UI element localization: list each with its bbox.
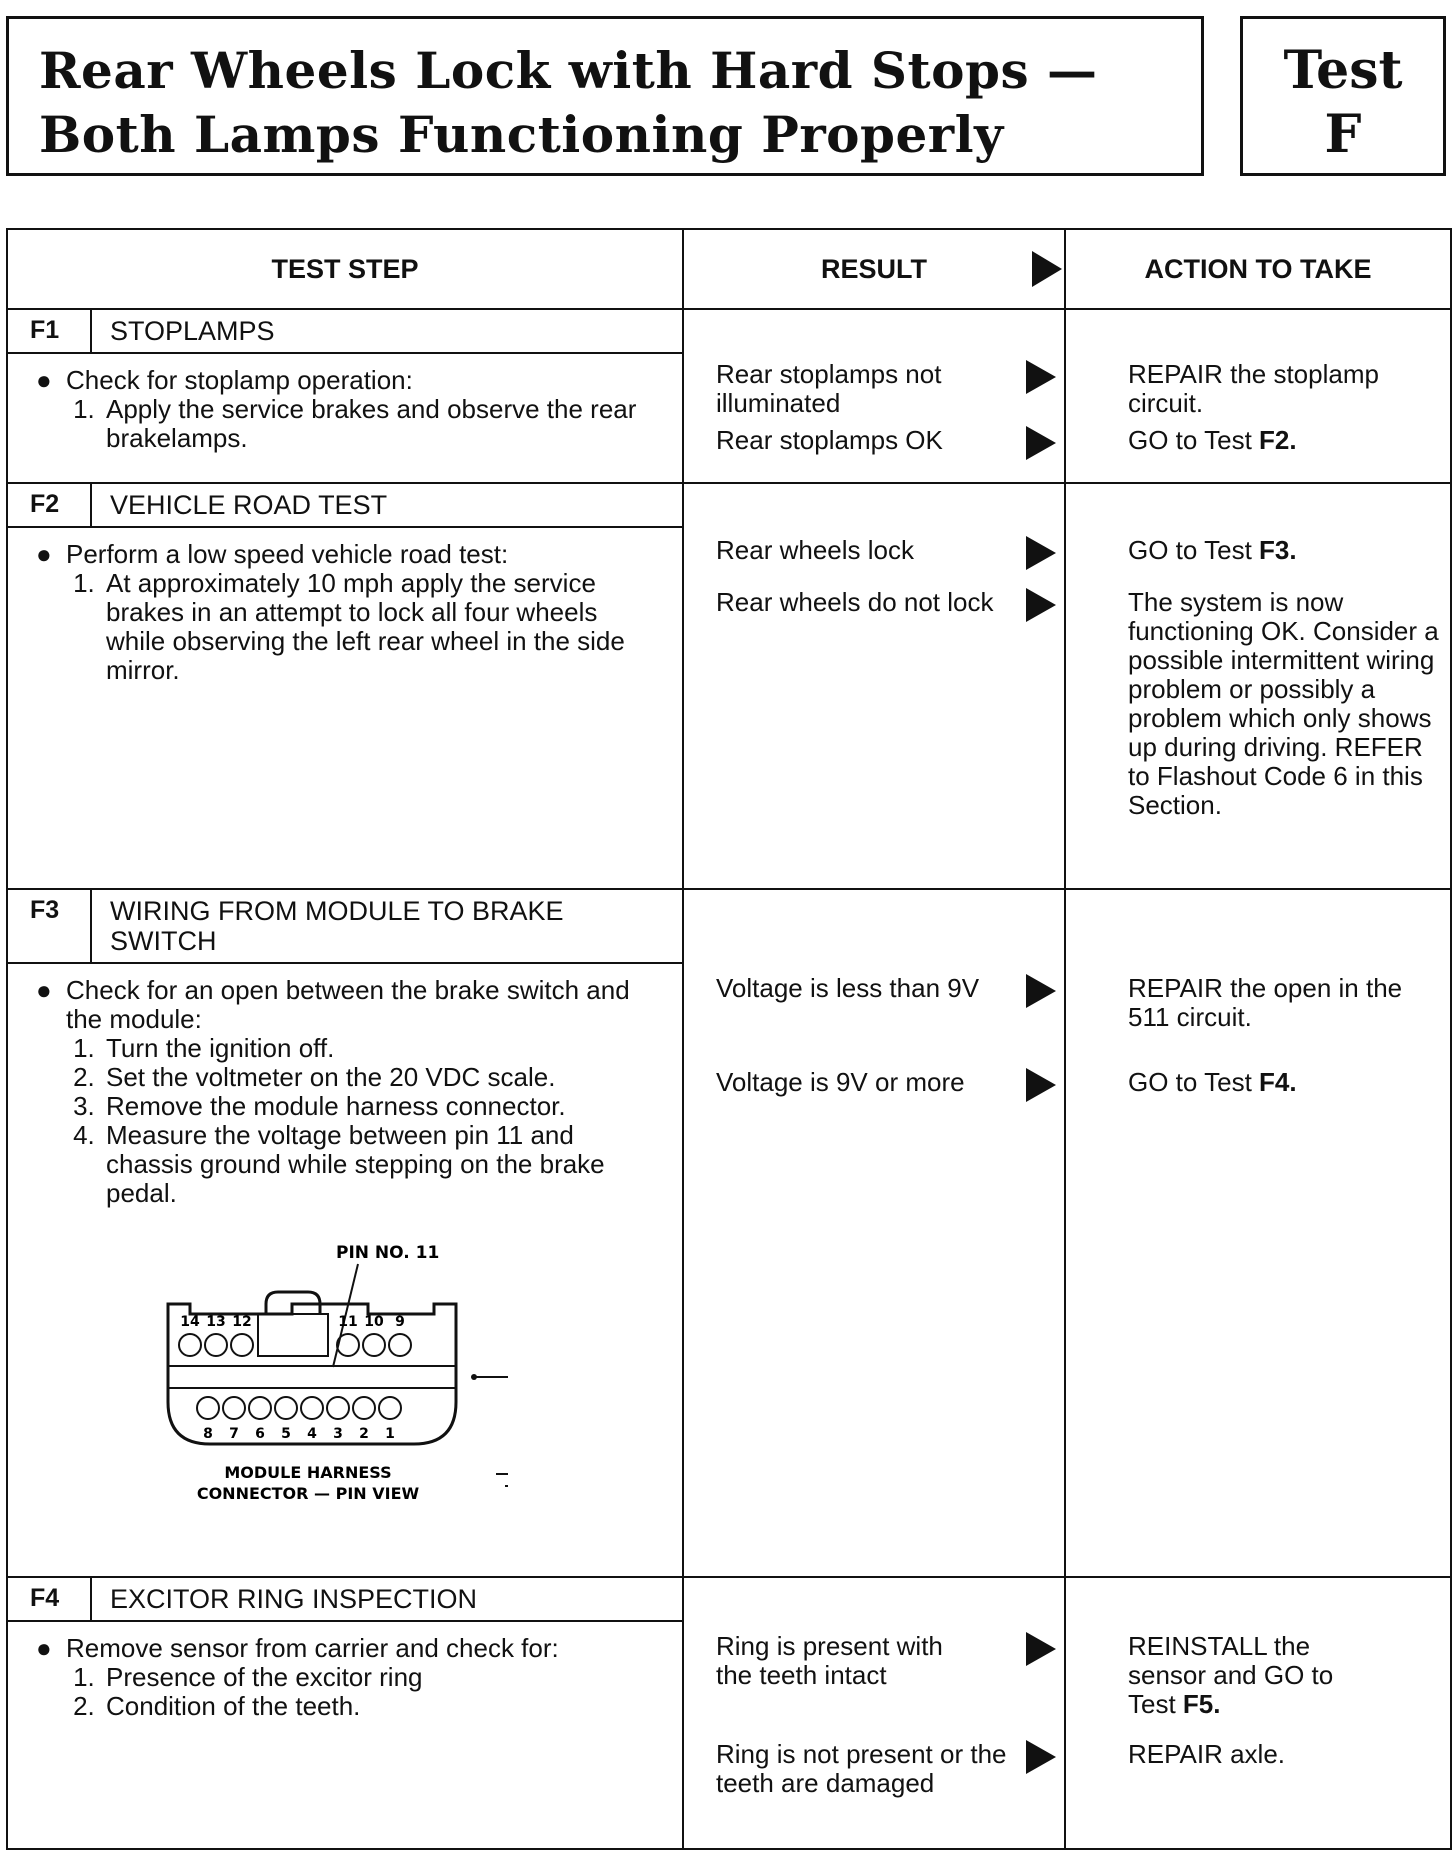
bullet-icon: ● bbox=[36, 1633, 52, 1663]
arrow-right-icon bbox=[1026, 588, 1056, 622]
bullet-icon: ● bbox=[36, 365, 52, 395]
substep: 1. Apply the service brakes and observe the rear brakelamps. bbox=[102, 395, 662, 453]
step-body bbox=[8, 964, 682, 1218]
header-result bbox=[683, 229, 1065, 309]
step-cell bbox=[7, 889, 683, 1577]
pin-label: PIN NO. 11 bbox=[336, 1243, 440, 1263]
table-header-row bbox=[7, 229, 1451, 309]
step-bullet bbox=[36, 976, 662, 1034]
result-item bbox=[716, 360, 1058, 418]
title-box bbox=[6, 16, 1204, 176]
bullet-icon: ● bbox=[36, 539, 52, 569]
result-text: Ring is present with the teeth intact bbox=[716, 1631, 943, 1690]
arrow-right-icon bbox=[1026, 1068, 1056, 1102]
action-target: F2. bbox=[1259, 425, 1297, 455]
substep: 2. Set the voltmeter on the 20 VDC scale. bbox=[102, 1063, 662, 1092]
step-cell bbox=[7, 1577, 683, 1849]
top-pin-row bbox=[179, 1314, 411, 1356]
step-body bbox=[8, 528, 682, 695]
substep: 1. Turn the ignition off. bbox=[102, 1034, 662, 1063]
arrow-right-icon bbox=[1026, 974, 1056, 1008]
action-target: F5. bbox=[1182, 1689, 1221, 1719]
results-cell bbox=[683, 1577, 1065, 1849]
top-pin bbox=[363, 1334, 385, 1356]
step-header bbox=[8, 484, 682, 528]
action-label: GO to Test bbox=[1128, 1067, 1260, 1097]
table-row bbox=[7, 889, 1451, 1577]
bottom-pin bbox=[379, 1397, 401, 1419]
step-header bbox=[8, 1578, 682, 1622]
action-text bbox=[1128, 426, 1442, 455]
step-body bbox=[8, 1622, 682, 1731]
connector-diagram bbox=[68, 1242, 508, 1542]
bottom-pin-label: 5 bbox=[281, 1426, 291, 1442]
action-target: F3. bbox=[1259, 535, 1297, 565]
arrow-right-icon bbox=[1026, 1632, 1056, 1666]
substep: 4. Measure the voltage between pin 11 and chassis ground while stepping on the brake pedal. bbox=[102, 1121, 662, 1208]
arrow-right-icon bbox=[1026, 536, 1056, 570]
test-badge-label: Test bbox=[1283, 40, 1403, 101]
table-row bbox=[7, 309, 1451, 483]
bottom-pin-label: 2 bbox=[359, 1426, 369, 1442]
step-cell bbox=[7, 483, 683, 889]
test-badge-letter: F bbox=[1324, 104, 1362, 165]
step-cell bbox=[7, 309, 683, 483]
substep: 3. Remove the module harness connector. bbox=[102, 1092, 662, 1121]
top-pin-label: 12 bbox=[232, 1314, 252, 1330]
step-id: F3 bbox=[8, 890, 92, 962]
action-text bbox=[1128, 588, 1442, 820]
result-item bbox=[716, 426, 1058, 455]
header-action: ACTION TO TAKE bbox=[1065, 229, 1451, 309]
action-cell bbox=[1065, 889, 1451, 1577]
step-id: F1 bbox=[8, 310, 92, 352]
bottom-pin bbox=[353, 1397, 375, 1419]
bottom-pin-row bbox=[197, 1397, 401, 1442]
action-text bbox=[1128, 536, 1442, 565]
results-cell bbox=[683, 483, 1065, 889]
action-text bbox=[1128, 974, 1442, 1032]
header-test-step: TEST STEP bbox=[7, 229, 683, 309]
table-row bbox=[7, 1577, 1451, 1849]
step-title: VEHICLE ROAD TEST bbox=[110, 490, 388, 520]
result-text: Rear stoplamps OK bbox=[716, 425, 943, 455]
page-title-line-2: Both Lamps Functioning Properly bbox=[39, 105, 1004, 164]
arrow-right-icon bbox=[1026, 426, 1056, 460]
bottom-pin bbox=[223, 1397, 245, 1419]
substep-list bbox=[36, 1663, 662, 1721]
test-badge bbox=[1240, 16, 1446, 176]
table-row bbox=[7, 483, 1451, 889]
results-cell bbox=[683, 309, 1065, 483]
bullet-icon: ● bbox=[36, 975, 52, 1005]
action-text bbox=[1128, 1632, 1360, 1719]
bottom-pin-label: 1 bbox=[385, 1426, 395, 1442]
action-label: REINSTALL the sensor and GO to Test bbox=[1128, 1631, 1334, 1719]
step-bullet bbox=[36, 540, 662, 569]
top-pin bbox=[179, 1334, 201, 1356]
bottom-pin-label: 8 bbox=[203, 1426, 213, 1442]
top-pin-label: 10 bbox=[364, 1314, 384, 1330]
bottom-pin bbox=[275, 1397, 297, 1419]
step-body bbox=[8, 354, 682, 463]
top-pin bbox=[205, 1334, 227, 1356]
action-label: REPAIR the stoplamp circuit. bbox=[1128, 359, 1379, 418]
step-id: F4 bbox=[8, 1578, 92, 1620]
result-item bbox=[716, 1740, 1058, 1798]
substep: 1. Presence of the excitor ring bbox=[102, 1663, 662, 1692]
step-id: F2 bbox=[8, 484, 92, 526]
step-title: STOPLAMPS bbox=[110, 316, 275, 346]
result-text: Ring is not present or the teeth are damaged bbox=[716, 1739, 1007, 1798]
bottom-pin bbox=[301, 1397, 323, 1419]
step-title: EXCITOR RING INSPECTION bbox=[110, 1584, 478, 1614]
bullet-text: Check for stoplamp operation: bbox=[66, 365, 413, 395]
bottom-pin bbox=[327, 1397, 349, 1419]
bottom-pin bbox=[249, 1397, 271, 1419]
substep-list bbox=[36, 395, 662, 453]
action-cell bbox=[1065, 309, 1451, 483]
results-cell bbox=[683, 889, 1065, 1577]
result-item bbox=[716, 1632, 1058, 1690]
action-label: GO to Test bbox=[1128, 425, 1260, 455]
bottom-pin-label: 7 bbox=[229, 1426, 239, 1442]
action-label: GO to Test bbox=[1128, 535, 1260, 565]
top-pin-label: 14 bbox=[180, 1314, 200, 1330]
bottom-pin bbox=[197, 1397, 219, 1419]
top-pin-label: 9 bbox=[395, 1314, 405, 1330]
bottom-pin-label: 6 bbox=[255, 1426, 265, 1442]
arrow-right-icon bbox=[1032, 251, 1062, 287]
top-pin bbox=[337, 1334, 359, 1356]
result-item bbox=[716, 588, 1058, 617]
action-label: The system is now functioning OK. Consider a possible intermittent wiring problem or possibly a problem which only shows up during driving. REFER to Flashout Code 6 in this Section. bbox=[1128, 587, 1439, 820]
step-bullet bbox=[36, 1634, 662, 1663]
step-title: WIRING FROM MODULE TO BRAKE SWITCH bbox=[110, 896, 564, 956]
result-text: Voltage is less than 9V bbox=[716, 973, 980, 1003]
bottom-pin-label: 3 bbox=[333, 1426, 343, 1442]
step-bullet bbox=[36, 366, 662, 395]
result-text: Rear stoplamps not illuminated bbox=[716, 359, 942, 418]
result-item bbox=[716, 1068, 1058, 1097]
result-text: Rear wheels lock bbox=[716, 535, 914, 565]
action-cell bbox=[1065, 483, 1451, 889]
substep: 2. Condition of the teeth. bbox=[102, 1692, 662, 1721]
step-header bbox=[8, 310, 682, 354]
action-text bbox=[1128, 1068, 1442, 1097]
top-pin-label: 13 bbox=[206, 1314, 226, 1330]
diagram-caption: CONNECTOR — PIN VIEW bbox=[196, 1484, 420, 1503]
header-result-label: RESULT bbox=[821, 253, 927, 284]
result-text: Rear wheels do not lock bbox=[716, 587, 994, 617]
action-text bbox=[1128, 1740, 1442, 1769]
action-label: REPAIR the open in the 511 circuit. bbox=[1128, 973, 1403, 1032]
step-header bbox=[8, 890, 682, 964]
result-item bbox=[716, 536, 1058, 565]
action-text bbox=[1128, 360, 1442, 418]
ground-wire bbox=[474, 1377, 508, 1474]
top-pin-label: 11 bbox=[338, 1314, 358, 1330]
bullet-text: Perform a low speed vehicle road test: bbox=[66, 539, 509, 569]
action-label: REPAIR axle. bbox=[1128, 1739, 1286, 1769]
arrow-right-icon bbox=[1026, 1740, 1056, 1774]
result-text: Voltage is 9V or more bbox=[716, 1067, 965, 1097]
bottom-pin-label: 4 bbox=[307, 1426, 317, 1442]
action-cell bbox=[1065, 1577, 1451, 1849]
substep-list bbox=[36, 569, 662, 685]
diagnostic-table bbox=[6, 228, 1452, 1850]
result-item bbox=[716, 974, 1058, 1003]
arrow-right-icon bbox=[1026, 360, 1056, 394]
page-title-line-1: Rear Wheels Lock with Hard Stops — bbox=[39, 41, 1098, 100]
bullet-text: Remove sensor from carrier and check for: bbox=[66, 1633, 559, 1663]
top-pin bbox=[389, 1334, 411, 1356]
action-target: F4. bbox=[1259, 1067, 1297, 1097]
connector-key bbox=[258, 1314, 328, 1356]
bullet-text: Check for an open between the brake switch and the module: bbox=[66, 975, 630, 1034]
diagram-caption: MODULE HARNESS bbox=[224, 1463, 392, 1482]
substep: 1. At approximately 10 mph apply the service brakes in an attempt to lock all four wheels while observing the left rear wheel in the side mirror. bbox=[102, 569, 662, 685]
top-pin bbox=[231, 1334, 253, 1356]
substep-list bbox=[36, 1034, 662, 1208]
